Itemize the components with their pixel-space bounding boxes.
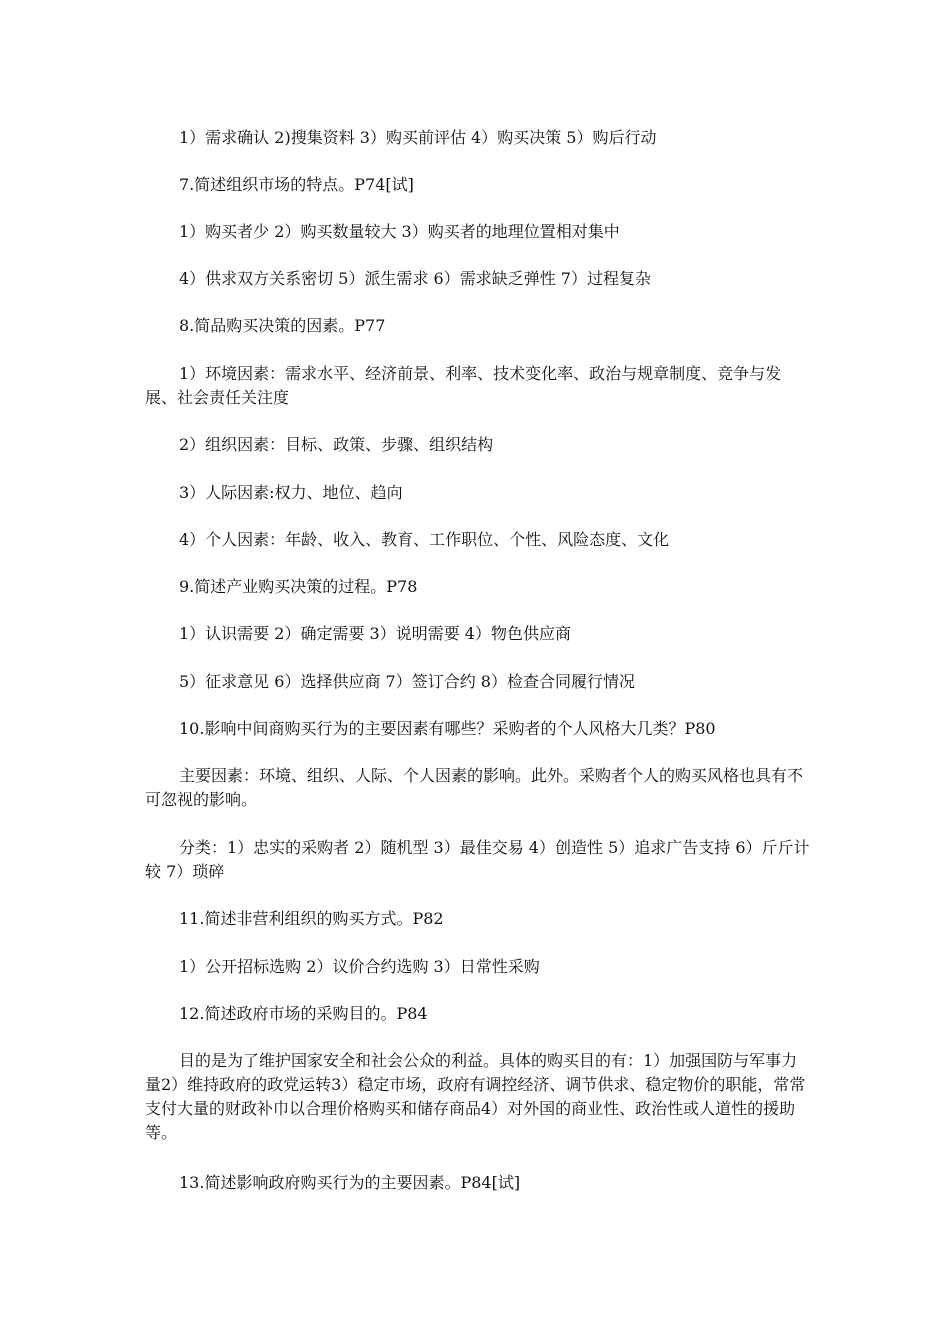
paragraph-org-market-2: 4）供求双方关系密切 5）派生需求 6）需求缺乏弹性 7）过程复杂 xyxy=(179,269,651,288)
paragraph-environment-factors: 1）环境因素：需求水平、经济前景、利率、技术变化率、政治与规章制度、竞争与发展、社会责任关注度 xyxy=(145,364,782,407)
paragraph-purchase-steps: 1）需求确认 2)搜集资料 3）购买前评估 4）购买决策 5）购后行动 xyxy=(179,128,657,147)
question-11-heading: 11.简述非营利组织的购买方式。P82 xyxy=(179,909,444,928)
question-7-heading: 7.简述组织市场的特点。P74[试] xyxy=(179,175,414,194)
question-10-heading: 10.影响中间商购买行为的主要因素有哪些？采购者的个人风格大几类？P80 xyxy=(179,719,716,738)
question-9-heading: 9.简述产业购买决策的过程。P78 xyxy=(179,577,418,596)
paragraph-decision-steps-2: 5）征求意见 6）选择供应商 7）签订合约 8）检查合同履行情况 xyxy=(179,672,635,691)
paragraph-buyer-styles: 分类：1）忠实的采购者 2）随机型 3）最佳交易 4）创造性 5）追求广告支持 6）斤斤计较 7）琐碎 xyxy=(145,838,810,881)
paragraph-government-goals: 目的是为了维护国家安全和社会公众的利益。具体的购买目的有：1）加强国防与军事力量2）维持政府的政党运转3）稳定市场，政府有调控经济、调节供求、稳定物价的职能，常常支付大量的财政补巾以合理价格购买和储存商品4）对外国的商业性、政治性或人道性的援助等。 xyxy=(145,1051,806,1142)
question-8-heading: 8.简品购买决策的因素。P77 xyxy=(179,316,386,335)
paragraph-organization-factors: 2）组织因素：目标、政策、步骤、组织结构 xyxy=(179,435,494,454)
paragraph-personal-factors: 4）个人因素：年龄、收入、教育、工作职位、个性、风险态度、文化 xyxy=(179,530,670,549)
paragraph-main-factors: 主要因素：环境、组织、人际、个人因素的影响。此外。采购者个人的购买风格也具有不可忽视的影响。 xyxy=(145,766,804,809)
paragraph-org-market-1: 1）购买者少 2）购买数量较大 3）购买者的地理位置相对集中 xyxy=(179,222,620,241)
paragraph-nonprofit-methods: 1）公开招标选购 2）议价合约选购 3）日常性采购 xyxy=(179,957,540,976)
question-12-heading: 12.简述政府市场的采购目的。P84 xyxy=(179,1004,428,1023)
question-13-heading: 13.简述影响政府购买行为的主要因素。P84[试] xyxy=(179,1173,521,1192)
paragraph-interpersonal-factors: 3）人际因素:权力、地位、趋向 xyxy=(179,483,403,502)
paragraph-decision-steps-1: 1）认识需要 2）确定需要 3）说明需要 4）物色供应商 xyxy=(179,624,571,643)
